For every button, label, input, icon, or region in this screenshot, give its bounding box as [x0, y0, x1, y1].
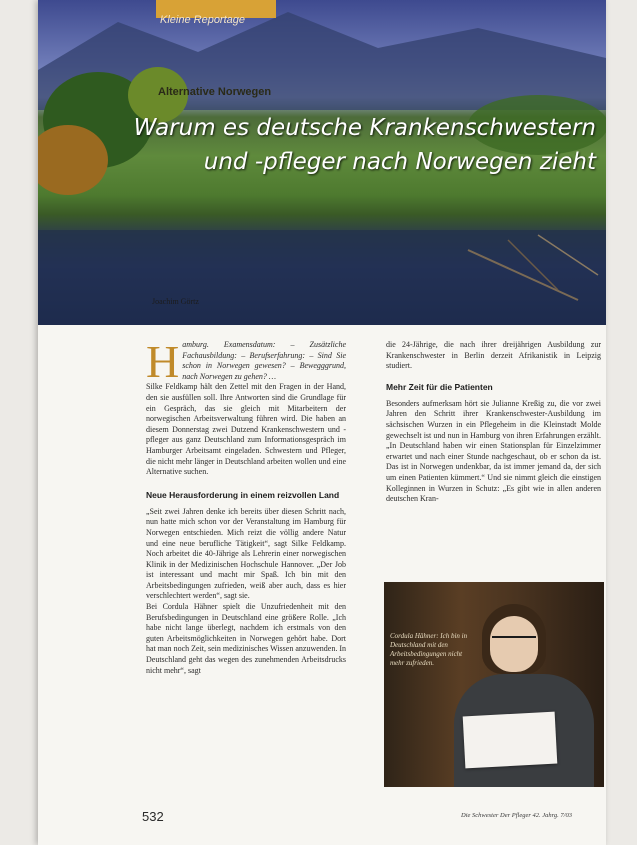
article-title [134, 111, 596, 179]
glasses-icon [492, 636, 536, 648]
subheading: Neue Herausforderung in einem reizvollen Land [146, 489, 340, 500]
paragraph: Besonders aufmerksam hört sie Julianne Kreßig zu, die vor zwei Jahren den Schritt ihrer Krankenschwester-Ausbildung im sächsischen Wurzen in ein Pflegeheim in die Kleinstadt Molde gewechselt ist und nun in Hamburg von ihren Erfahrungen erzählt. „In Deutschland haben wir einen Stationsplan für Einzelzimmer erwartet und nach einer Stunde nachgeschaut, ob er schon da ist. Das ist in Norwegen undenkbar, da ist immer jemand da, der sich um einen Patienten kümmert.“ Und sie nimmt gleich die einstigen Kolleginnen in Wurzen in Schutz: „Es gibt wie in allen anderen deutschen Kran- [386, 398, 601, 504]
paragraph: Bei Cordula Hähner spielt die Unzufriedenheit mit den Berufsbedingungen in Deutschland eine größere Rolle. „Ich habe nicht lange überlegt, nachdem ich erstmals von den guten Arbeitsmöglichkeiten in Norwegen gehört habe. Dort hat man noch Zeit, sein medizinisches Wissen anzuwenden. In Deutschland geht das wegen des zunehmenden Arbeitsdrucks nicht mehr“, sagt [146, 602, 346, 675]
overline: Alternative Norwegen [158, 86, 272, 98]
photo-caption: Cordula Hähner: Ich bin in Deutschland mit den Arbeitsbedingungen nicht mehr zufrieden. [390, 632, 468, 667]
hero-photo [38, 0, 606, 325]
page-number: 532 [142, 809, 164, 824]
magazine-page [38, 0, 606, 845]
title-line-1: Warum es deutsche Krankenschwestern [133, 115, 596, 141]
author-credit: Joachim Görtz [152, 297, 199, 306]
paragraph: Silke Feldkamp hält den Zettel mit den Fragen in der Hand, den sie ausfüllen soll. Ihre Antworten sind die Grundlage für ein Gespräch, das sie gleich mit Mitarbeitern der norwegischen Arbeitsverwaltung führen wird. Die haben an diesem Donnerstag zwei Dutzend Krankenschwestern und -pfleger aus ganz Deutschland zum Informationsgespräch im Hamburger Arbeitsamt eingeladen. Schwestern und Pfleger, die nicht mehr länger in Deutschland arbeiten wollen und eine Alternative suchen. [146, 382, 346, 477]
title-line-2: und -pfleger nach Norwegen zieht [203, 149, 596, 175]
drop-cap: H [146, 336, 180, 387]
column-right [386, 340, 601, 505]
paragraph: „Seit zwei Jahren denke ich bereits über diesen Schritt nach, nun hatte mich schon vor der Veranstaltung im Hamburg für Norwegen entschieden. Mich reizt die völlig andere Natur und eine neue berufliche Tätigkeit“, sagt Silke Feldkamp. Noch arbeitet die 40-Jährige als Lehrerin einer norwegischen Klinik in der Medizinischen Hochschule Hannover. „Der Job ist interessant und macht mir Spaß. Ich bin mit den Arbeitsbedingungen zufrieden, weiß aber auch, dass es hier verschlechtert werden“, sagt sie. [146, 506, 346, 601]
footer-citation: Die Schwester Der Pfleger 42. Jahrg. 7/03 [461, 812, 572, 819]
held-document [463, 712, 558, 769]
subheading: Mehr Zeit für die Patienten [386, 381, 493, 392]
column-left [146, 336, 346, 676]
paragraph: die 24-Jährige, die nach ihrer dreijährigen Ausbildung zur Krankenschwester in Berlin derzeit Afrikanistik in Leipzig studiert. [386, 340, 601, 371]
portrait-photo [384, 582, 604, 787]
intro-paragraph: amburg. Examensdatum: – Zusätzliche Fachausbildung: – Berufserfahrung: – Sind Sie schon in Norwegen gewesen? – Bewegggrund, nach Norwegen zu gehen? … [182, 340, 346, 381]
section-label: Kleine Reportage [160, 14, 246, 26]
